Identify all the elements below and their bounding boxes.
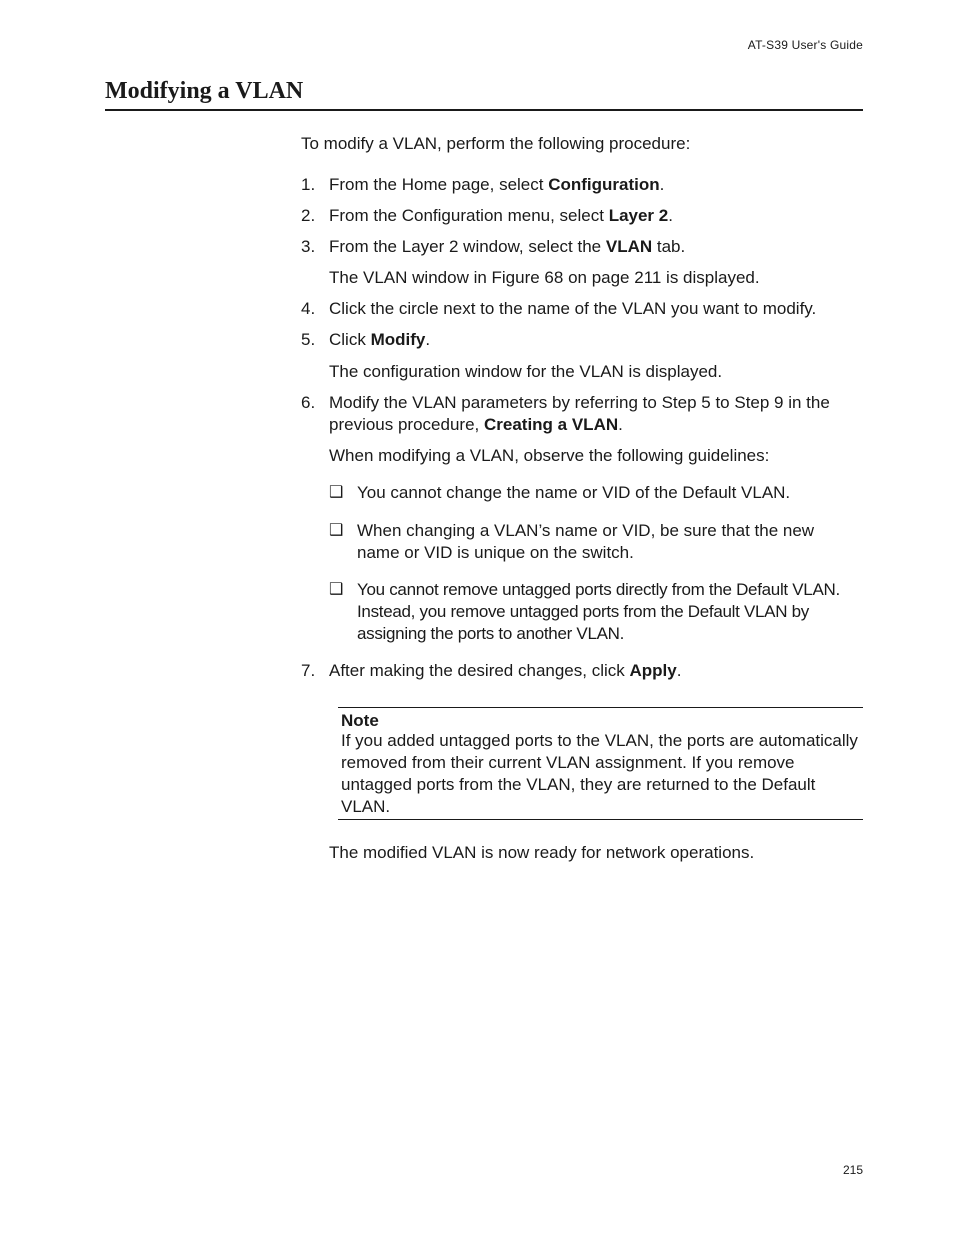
step-number: 3. [301, 237, 316, 256]
running-header: AT-S39 User's Guide [747, 38, 863, 52]
step-3-text: From the Layer 2 window, select the VLAN tab. [329, 237, 686, 256]
step-number: 2. [301, 206, 316, 225]
note-body: If you added untagged ports to the VLAN, the ports are automatically removed from their current VLAN assignment. If you remove untagged ports from the VLAN, they are returned to the Default VLAN. [341, 731, 858, 816]
title-rule [105, 109, 863, 111]
step-7-text: After making the desired changes, click Apply. [329, 661, 682, 680]
step-6-intro: When modifying a VLAN, observe the following guidelines: [329, 446, 770, 465]
step-4-text: Click the circle next to the name of the VLAN you want to modify. [329, 299, 817, 318]
step-6-text: Modify the VLAN parameters by referring to Step 5 to Step 9 in the previous procedure, Creating a VLAN. [329, 393, 830, 434]
closing-text: The modified VLAN is now ready for network operations. [329, 843, 755, 862]
note-box [338, 707, 863, 820]
checkbox-bullet-icon: ❑ [329, 484, 344, 501]
step-number: 4. [301, 299, 316, 318]
checkbox-bullet-icon: ❑ [329, 581, 344, 598]
checkbox-bullet-icon: ❑ [329, 522, 344, 539]
guideline-item: You cannot change the name or VID of the Default VLAN. [357, 483, 791, 502]
step-number: 7. [301, 661, 316, 680]
guideline-item: When changing a VLAN’s name or VID, be sure that the new name or VID is unique on the switch. [357, 521, 815, 562]
note-title: Note [341, 711, 379, 730]
section-title: Modifying a VLAN [105, 78, 304, 104]
intro-text: To modify a VLAN, perform the following procedure: [301, 134, 691, 153]
step-number: 6. [301, 393, 316, 412]
guideline-item: You cannot remove untagged ports directly from the Default VLAN. Instead, you remove untagged ports from the Default VLAN by assigning the ports to another VLAN. [357, 580, 840, 643]
step-number: 5. [301, 330, 316, 349]
step-1-text: From the Home page, select Configuration. [329, 175, 665, 194]
step-2-text: From the Configuration menu, select Layer 2. [329, 206, 673, 225]
step-5-text: Click Modify. [329, 330, 431, 349]
page-number: 215 [842, 1163, 863, 1177]
step-5-result: The configuration window for the VLAN is displayed. [329, 362, 723, 381]
step-3-result: The VLAN window in Figure 68 on page 211 is displayed. [329, 268, 760, 287]
step-number: 1. [301, 175, 316, 194]
